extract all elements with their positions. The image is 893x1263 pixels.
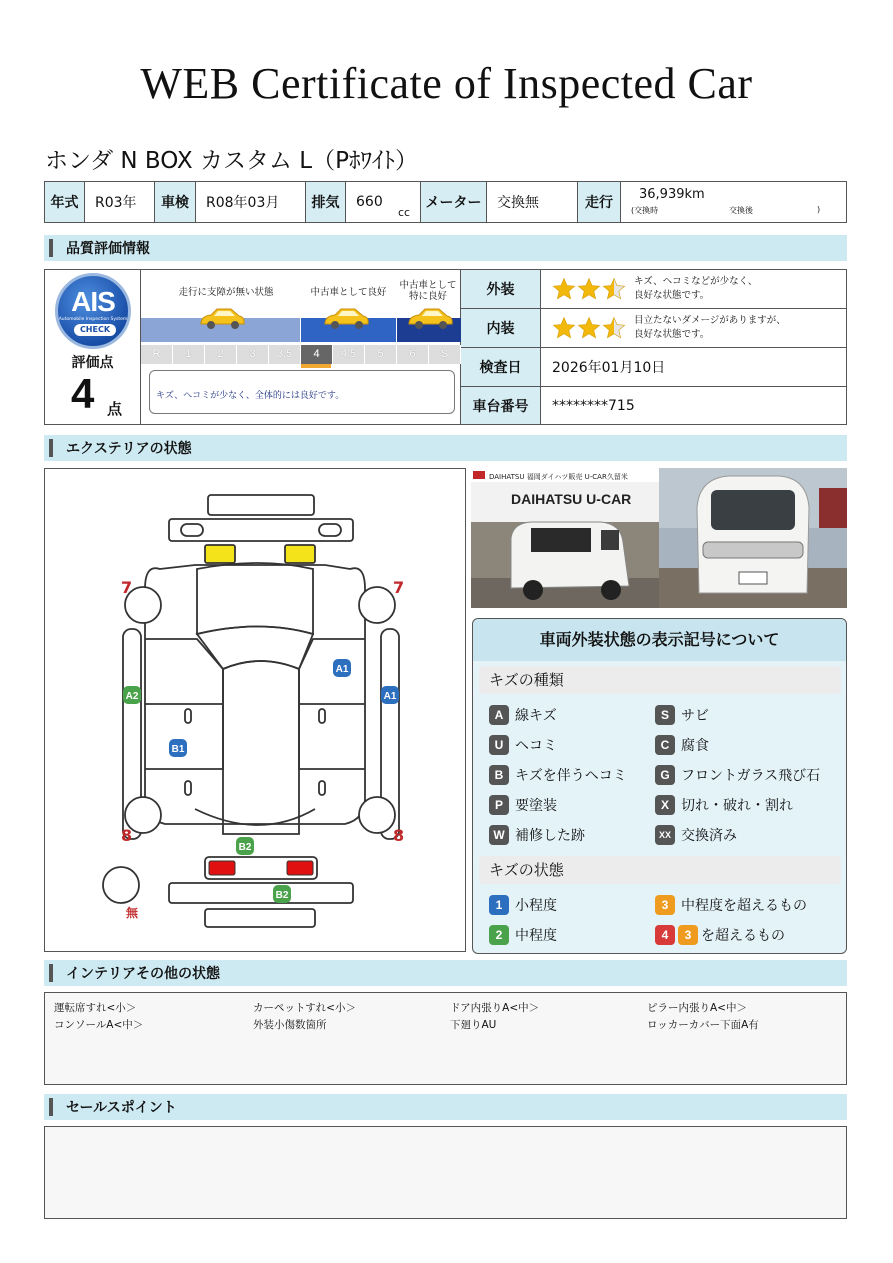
legend-state-2: 2 中程度	[489, 925, 557, 945]
legend-kind-item	[655, 765, 820, 785]
kind-label: 補修した跡	[515, 828, 585, 844]
ais-logo	[55, 273, 131, 349]
interior-item: ピラー内張りA<中＞	[647, 1002, 747, 1014]
interior-stars	[552, 316, 626, 340]
car-name: ホンダ N BOX カスタム L（Pﾎﾜｲﾄ）	[45, 148, 418, 174]
legend-kind-item	[655, 825, 737, 845]
kind-badge: S	[655, 705, 675, 725]
quality-detail-table	[461, 270, 847, 424]
car-illustration-1	[197, 306, 247, 330]
headlight-left	[205, 545, 235, 563]
kind-label: 腐食	[681, 738, 709, 754]
spec-table	[44, 181, 847, 223]
displacement-cell	[346, 182, 421, 222]
legend-kind-item	[655, 795, 793, 815]
interior-row	[461, 309, 847, 348]
interior-note: 目立たないダメージがありますが、 良好な状態です。	[634, 315, 786, 340]
star-icon	[602, 277, 626, 301]
headlight-right	[285, 545, 315, 563]
level-label-2: 中古車として良好	[310, 287, 387, 298]
legend-kind-item	[655, 735, 709, 755]
car-illustration-3	[405, 306, 455, 330]
star-icon	[552, 277, 576, 301]
spare-tire-value: 無	[126, 906, 139, 920]
exterior-note: キズ、ヘコミなどが少なく、 良好な状態です。	[634, 276, 758, 301]
legend-kind-item	[489, 825, 585, 845]
page-title: WEB Certificate of Inspected Car	[140, 59, 753, 108]
year-label: 年式	[45, 182, 85, 222]
kind-badge: U	[489, 735, 509, 755]
year-value: R03年	[85, 182, 155, 222]
ais-logo-text: AIS	[71, 286, 115, 317]
quality-heading: 品質評価情報	[44, 235, 847, 261]
mileage-note-left: (交換時	[631, 206, 659, 215]
chassis-value: ********715	[552, 397, 635, 414]
tire-rear-left-value: 8	[121, 826, 133, 845]
legend-panel	[472, 618, 847, 954]
exterior-heading: エクステリアの状態	[44, 435, 847, 461]
interior-item: カーペットすれ<小＞	[253, 1002, 356, 1014]
chassis-row	[461, 387, 847, 424]
state-badge-3: 3	[655, 895, 675, 915]
tire-front-right-value: 7	[393, 578, 405, 597]
mileage-note-close: )	[817, 205, 821, 214]
score-unit: 点	[107, 400, 123, 418]
score-label: 評価点	[71, 355, 114, 371]
taillight-right	[287, 861, 313, 875]
kind-badge: P	[489, 795, 509, 815]
state-badge-4: 4	[655, 925, 675, 945]
interior-item: 運転席すれ<小＞	[54, 1002, 137, 1014]
legend-state-3: 3 中程度を超えるもの	[655, 895, 807, 915]
taillight-left	[209, 861, 235, 875]
chassis-label: 車台番号	[461, 387, 541, 424]
kind-badge: A	[489, 705, 509, 725]
kind-badge: W	[489, 825, 509, 845]
interior-item: ドア内張りA<中＞	[450, 1002, 540, 1014]
legend-kind-item	[489, 795, 557, 815]
exterior-row	[461, 270, 847, 309]
legend-state-1: 1 小程度	[489, 895, 557, 915]
star-icon	[577, 277, 601, 301]
car-damage-diagram	[45, 469, 465, 951]
kind-label: 要塗装	[515, 798, 557, 814]
score-value: 4	[71, 370, 95, 417]
inspection-date-value: 2026年01月10日	[552, 360, 666, 376]
photo-logo-text: DAIHATSU U-CAR	[511, 491, 632, 507]
mark-a1-roof-side-label: A1	[335, 664, 349, 675]
meter-label: メーター	[421, 182, 487, 222]
kind-label: 線キズ	[515, 708, 557, 724]
interior-item: 下廻りAU	[450, 1019, 497, 1031]
mark-a1-right-skirt-label: A1	[383, 691, 397, 702]
mark-a2-left-skirt-label: A2	[125, 691, 139, 702]
mileage-value: 36,939km	[639, 187, 705, 202]
grade-step: 2	[205, 345, 237, 364]
kind-badge: C	[655, 735, 675, 755]
mark-b2-rear-gate-label: B2	[238, 842, 252, 853]
ais-panel	[45, 270, 141, 424]
shaken-value: R08年03月	[196, 182, 306, 222]
kind-badge: XX	[655, 825, 675, 845]
shaken-label: 車検	[155, 182, 196, 222]
grade-step: 6	[397, 345, 429, 364]
legend-kind-item	[489, 705, 557, 725]
grade-step: 3	[237, 345, 269, 364]
grade-row	[141, 345, 461, 364]
quality-block	[44, 269, 847, 425]
mileage-label: 走行	[578, 182, 621, 222]
legend-title: 車両外装状態の表示記号について	[473, 619, 846, 661]
grade-scale	[141, 270, 461, 424]
inspection-date-row	[461, 348, 847, 387]
star-icon	[577, 316, 601, 340]
interior-item: 外装小傷数箇所	[253, 1019, 327, 1031]
displacement-value: 660	[356, 194, 383, 210]
kind-label: ヘコミ	[515, 738, 557, 754]
mark-b1-left-door-label: B1	[171, 744, 185, 755]
kind-label: 交換済み	[681, 828, 737, 844]
legend-kind-item	[489, 765, 627, 785]
grade-selected-indicator	[301, 364, 331, 368]
tire-rear-right-value: 8	[393, 826, 405, 845]
sales-heading: セールスポイント	[44, 1094, 847, 1120]
displacement-unit: cc	[398, 206, 411, 219]
legend-state-heading: キズの状態	[479, 856, 841, 884]
grade-comment: キズ、ヘコミが少なく、全体的には良好です。	[149, 370, 455, 414]
grade-step: 1	[173, 345, 205, 364]
legend-kind-heading: キズの種類	[479, 666, 841, 694]
grade-step: 3.5	[269, 345, 301, 364]
grade-step: R	[141, 345, 173, 364]
level-label-3: 中古車として特に良好	[399, 280, 457, 302]
state-badge-3b: 3	[678, 925, 698, 945]
car-photo-dealer	[471, 468, 659, 608]
car-photo-front	[659, 468, 847, 608]
interior-item: コンソールA<中＞	[54, 1019, 144, 1031]
sales-notes	[44, 1126, 847, 1219]
interior-item: ロッカーカバー下面A有	[647, 1019, 759, 1031]
kind-label: キズを伴うヘコミ	[515, 768, 627, 784]
ais-check-label: CHECK	[74, 324, 116, 336]
legend-state-4: 4 3 を超えるもの	[655, 925, 785, 945]
grade-step: S	[429, 345, 461, 364]
car-illustration-2	[321, 306, 371, 330]
state-badge-1: 1	[489, 895, 509, 915]
displacement-label: 排気	[306, 182, 346, 222]
legend-kind-item	[489, 735, 557, 755]
mark-b2-rear-bumper-label: B2	[275, 890, 289, 901]
grade-step: 4.5	[333, 345, 365, 364]
kind-badge: X	[655, 795, 675, 815]
exterior-stars	[552, 277, 626, 301]
star-icon	[552, 316, 576, 340]
mileage-cell	[621, 182, 846, 222]
tire-front-left-value: 7	[121, 578, 133, 597]
interior-heading: インテリアその他の状態	[44, 960, 847, 986]
exterior-label: 外装	[461, 270, 541, 308]
interior-notes	[44, 992, 847, 1085]
level-label-1: 走行に支障が無い状態	[178, 287, 274, 298]
meter-value: 交換無	[487, 182, 578, 222]
photo-banner-text: DAIHATSU 福岡ダイハツ販売 U-CAR久留米	[489, 473, 628, 481]
interior-label: 内装	[461, 309, 541, 347]
exterior-diagram-panel	[44, 468, 466, 952]
inspection-date-label: 検査日	[461, 348, 541, 386]
grade-step: 4	[301, 345, 333, 364]
mileage-note-right: 交換後	[729, 206, 753, 215]
grade-step: 5	[365, 345, 397, 364]
kind-label: 切れ・破れ・割れ	[681, 798, 793, 814]
legend-kind-item	[655, 705, 709, 725]
kind-badge: G	[655, 765, 675, 785]
ais-logo-subtext: Automobile Inspection System	[58, 317, 128, 322]
star-icon	[602, 316, 626, 340]
state-badge-2: 2	[489, 925, 509, 945]
kind-badge: B	[489, 765, 509, 785]
kind-label: サビ	[681, 708, 709, 724]
kind-label: フロントガラス飛び石	[681, 768, 821, 784]
